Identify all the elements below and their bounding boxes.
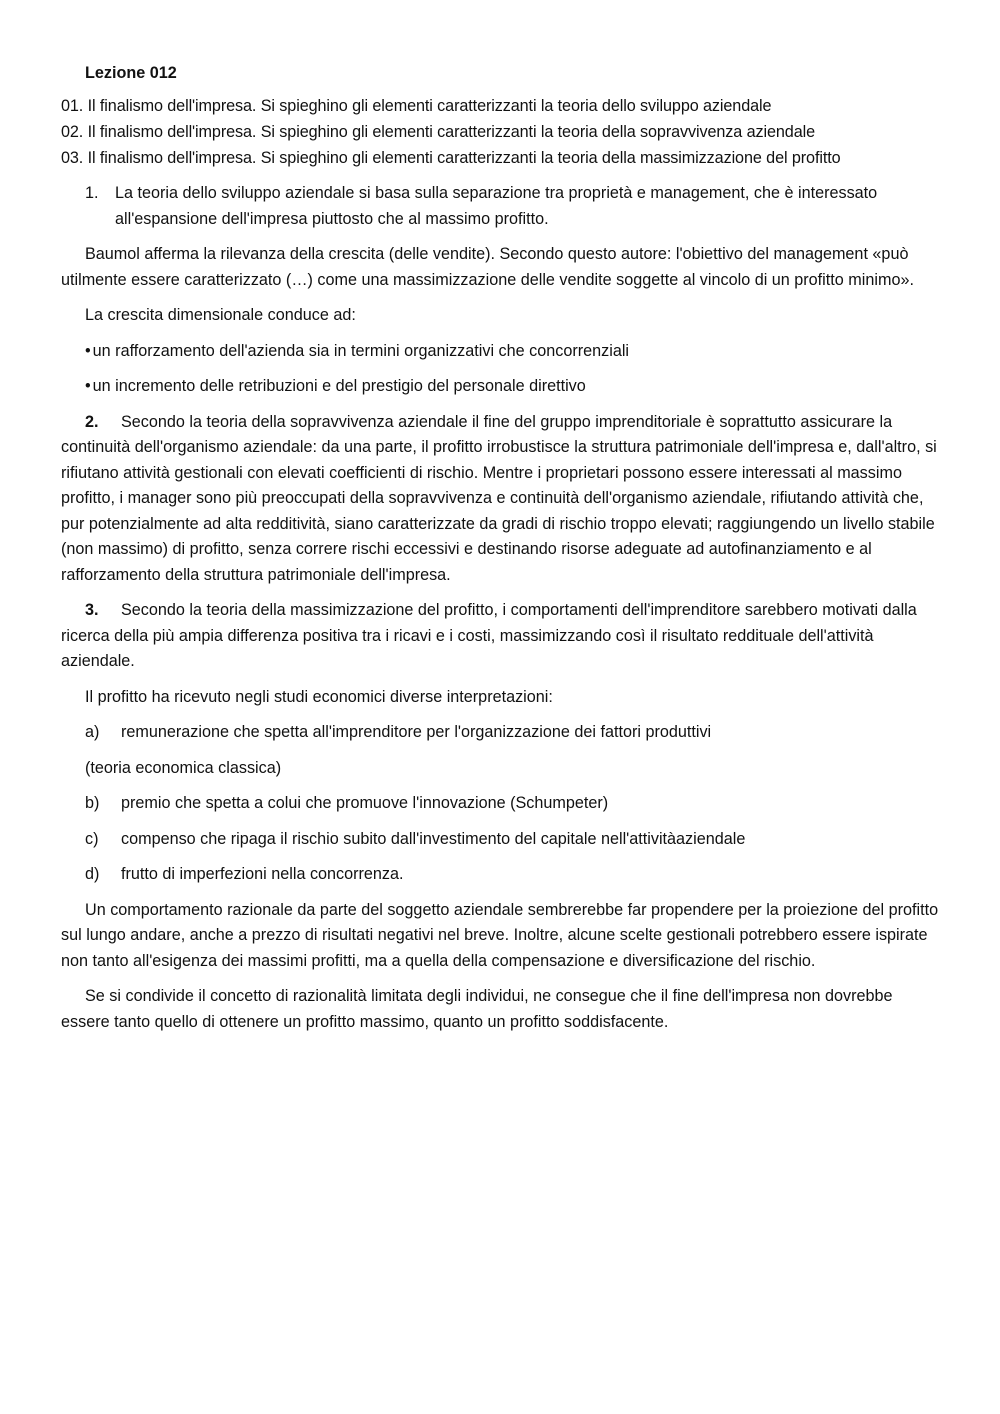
bullet-mark: • <box>85 341 91 360</box>
interpretation-text: remunerazione che spetta all'imprenditore per l'organizzazione dei fattori produttivi <box>121 723 712 742</box>
answer-3-text: Secondo la teoria della massimizzazione del profitto, i comportamenti dell'imprenditore sarebbero motivati dalla ricerca della più ampia differenza positiva tra i ricavi e i costi, massimizzando così il risultato reddituale dell'attività aziendale. <box>61 601 917 671</box>
bullet-item <box>85 339 940 365</box>
interpretation-letter: d) <box>85 865 100 884</box>
interpretation-letter: b) <box>85 794 100 813</box>
answer-3 <box>61 598 940 675</box>
answer-1-number: 1. <box>85 184 99 203</box>
crescita-intro: La crescita dimensionale conduce ad: <box>85 306 356 325</box>
interpretation-item <box>85 720 940 746</box>
conclusione-paragraph: Se si condivide il concetto di razionalità limitata degli individui, ne consegue che il fine dell'impresa non dovrebbe essere tanto quello di ottenere un profitto massimo, quanto un profitto soddisfacente. <box>61 987 893 1031</box>
interpretation-letter: c) <box>85 829 99 848</box>
interpretation-letter: a) <box>85 723 100 742</box>
answer-1 <box>85 181 940 232</box>
interpretation-text: compenso che ripaga il rischio subito dall'investimento del capitale nell'attivitàaziendale <box>121 829 746 848</box>
profitto-intro: Il profitto ha ricevuto negli studi economici diverse interpretazioni: <box>85 687 553 706</box>
interpretation-item <box>85 862 940 888</box>
bullet-text: un incremento delle retribuzioni e del prestigio del personale direttivo <box>92 377 586 396</box>
bullet-mark: • <box>85 377 91 396</box>
baumol-paragraph: Baumol afferma la rilevanza della crescita (delle vendite). Secondo questo autore: l'obiettivo del management «può utilmente essere caratterizzato (…) come una massimizzazione delle vendite soggette al vincolo di un profitto minimo». <box>61 245 914 289</box>
answer-3-number: 3. <box>85 601 99 620</box>
interpretation-item <box>85 827 940 853</box>
answer-1-text: La teoria dello sviluppo aziendale si basa sulla separazione tra proprietà e management, che è interessato all'espansione dell'impresa piuttosto che al massimo profitto. <box>115 184 878 228</box>
interpretation-text: premio che spetta a colui che promuove l'innovazione (Schumpeter) <box>121 794 609 813</box>
answer-2 <box>61 410 940 589</box>
comportamento-paragraph: Un comportamento razionale da parte del soggetto aziendale sembrerebbe far propendere per la proiezione del profitto sul lungo andare, anche a prezzo di risultati negativi nel breve. Inoltre, alcune scelte gestionali potrebbero essere ispirate non tanto all'esigenza dei massimi profitti, ma a quella della compensazione e diversificazione del rischio. <box>61 900 939 970</box>
bullet-text: un rafforzamento dell'azienda sia in termini organizzativi che concorrenziali <box>92 341 630 360</box>
lesson-title: Lezione 012 <box>85 64 177 82</box>
interpretation-item <box>85 791 940 817</box>
question-03: 03. Il finalismo dell'impresa. Si spieghino gli elementi caratterizzanti la teoria della massimizzazione del profitto <box>61 148 841 167</box>
bullet-item <box>85 374 940 400</box>
question-02: 02. Il finalismo dell'impresa. Si spieghino gli elementi caratterizzanti la teoria della sopravvivenza aziendale <box>61 122 816 141</box>
answer-2-number: 2. <box>85 412 99 431</box>
interpretation-note: (teoria economica classica) <box>85 758 282 777</box>
answer-2-text: Secondo la teoria della sopravvivenza aziendale il fine del gruppo imprenditoriale è soprattutto assicurare la continuità dell'organismo aziendale: da una parte, il profitto irrobustisce la struttura patrimoniale dell'impresa e, dall'altro, si rifiutano attività gestionali con elevati coefficienti di rischio. Mentre i proprietari possono essere interessati al massimo profitto, i manager sono più preoccupati della sopravvivenza e continuità dell'organismo aziendale, rifiutando attività che, pur potenzialmente ad alta redditività, siano caratterizzate da gradi di rischio troppo elevati; raggiungendo un livello stabile (non massimo) di profitto, senza correre rischi eccessivi e destinando risorse adeguate ad autofinanziamento e al rafforzamento della struttura patrimoniale dell'impresa. <box>61 412 937 584</box>
interpretation-text: frutto di imperfezioni nella concorrenza. <box>121 865 404 884</box>
question-01: 01. Il finalismo dell'impresa. Si spieghino gli elementi caratterizzanti la teoria dello sviluppo aziendale <box>61 97 772 115</box>
question-list <box>61 94 940 171</box>
